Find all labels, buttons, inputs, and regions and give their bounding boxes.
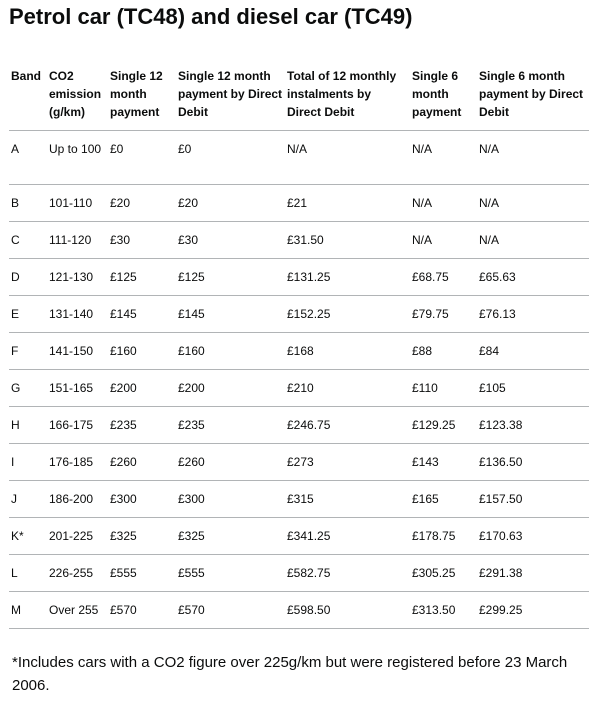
co2-cell: 121-130 bbox=[47, 258, 108, 295]
single-6-cell: N/A bbox=[410, 221, 477, 258]
total-12-cell: £341.25 bbox=[285, 517, 410, 554]
tax-rates-table bbox=[9, 62, 589, 629]
single-6-dd-cell: £65.63 bbox=[477, 258, 589, 295]
band-cell: D bbox=[9, 258, 47, 295]
total-12-cell: £210 bbox=[285, 369, 410, 406]
single-12-cell: £20 bbox=[108, 184, 176, 221]
co2-cell: 141-150 bbox=[47, 332, 108, 369]
single-6-cell: £110 bbox=[410, 369, 477, 406]
single-6-cell: £143 bbox=[410, 443, 477, 480]
single-12-cell: £555 bbox=[108, 554, 176, 591]
table-row bbox=[9, 517, 589, 554]
single-6-dd-cell: £291.38 bbox=[477, 554, 589, 591]
band-cell: F bbox=[9, 332, 47, 369]
header-single-12-month: Single 12 month payment bbox=[108, 62, 176, 130]
single-12-cell: £200 bbox=[108, 369, 176, 406]
single-12-dd-cell: £555 bbox=[176, 554, 285, 591]
table-row bbox=[9, 332, 589, 369]
co2-cell: Up to 100 bbox=[47, 130, 108, 184]
table-row bbox=[9, 554, 589, 591]
header-co2-emission: CO2 emission (g/km) bbox=[47, 62, 108, 130]
co2-cell: 111-120 bbox=[47, 221, 108, 258]
band-cell: J bbox=[9, 480, 47, 517]
table-header-row bbox=[9, 62, 589, 130]
single-6-cell: £165 bbox=[410, 480, 477, 517]
table-row bbox=[9, 221, 589, 258]
band-cell: M bbox=[9, 591, 47, 628]
single-12-cell: £125 bbox=[108, 258, 176, 295]
single-12-dd-cell: £145 bbox=[176, 295, 285, 332]
band-cell: C bbox=[9, 221, 47, 258]
single-12-cell: £235 bbox=[108, 406, 176, 443]
single-12-cell: £260 bbox=[108, 443, 176, 480]
single-12-cell: £145 bbox=[108, 295, 176, 332]
table-row bbox=[9, 480, 589, 517]
table-row bbox=[9, 591, 589, 628]
single-6-dd-cell: N/A bbox=[477, 130, 589, 184]
single-6-cell: £79.75 bbox=[410, 295, 477, 332]
total-12-cell: £152.25 bbox=[285, 295, 410, 332]
header-total-12-monthly: Total of 12 monthly instalments by Direct Debit bbox=[285, 62, 410, 130]
total-12-cell: £131.25 bbox=[285, 258, 410, 295]
single-12-dd-cell: £160 bbox=[176, 332, 285, 369]
total-12-cell: £315 bbox=[285, 480, 410, 517]
band-cell: B bbox=[9, 184, 47, 221]
band-cell: G bbox=[9, 369, 47, 406]
table-row bbox=[9, 443, 589, 480]
table-row bbox=[9, 406, 589, 443]
single-6-dd-cell: £299.25 bbox=[477, 591, 589, 628]
co2-cell: 131-140 bbox=[47, 295, 108, 332]
single-12-dd-cell: £125 bbox=[176, 258, 285, 295]
header-single-6-month-dd: Single 6 month payment by Direct Debit bbox=[477, 62, 589, 130]
total-12-cell: £21 bbox=[285, 184, 410, 221]
total-12-cell: N/A bbox=[285, 130, 410, 184]
co2-cell: 151-165 bbox=[47, 369, 108, 406]
single-6-dd-cell: £76.13 bbox=[477, 295, 589, 332]
total-12-cell: £31.50 bbox=[285, 221, 410, 258]
single-6-cell: N/A bbox=[410, 184, 477, 221]
table-row bbox=[9, 184, 589, 221]
header-single-6-month: Single 6 month payment bbox=[410, 62, 477, 130]
band-cell: H bbox=[9, 406, 47, 443]
co2-cell: 226-255 bbox=[47, 554, 108, 591]
co2-cell: 176-185 bbox=[47, 443, 108, 480]
single-6-dd-cell: £105 bbox=[477, 369, 589, 406]
table-row bbox=[9, 130, 589, 184]
footnote: *Includes cars with a CO2 figure over 225g/km but were registered before 23 March 2006. bbox=[12, 654, 568, 694]
co2-cell: Over 255 bbox=[47, 591, 108, 628]
single-12-dd-cell: £235 bbox=[176, 406, 285, 443]
single-12-cell: £325 bbox=[108, 517, 176, 554]
single-6-cell: £129.25 bbox=[410, 406, 477, 443]
single-6-dd-cell: N/A bbox=[477, 184, 589, 221]
single-12-dd-cell: £200 bbox=[176, 369, 285, 406]
total-12-cell: £273 bbox=[285, 443, 410, 480]
band-cell: K* bbox=[9, 517, 47, 554]
header-band: Band bbox=[9, 62, 47, 130]
single-6-dd-cell: £84 bbox=[477, 332, 589, 369]
single-12-cell: £570 bbox=[108, 591, 176, 628]
single-12-dd-cell: £30 bbox=[176, 221, 285, 258]
single-12-dd-cell: £260 bbox=[176, 443, 285, 480]
single-6-dd-cell: £157.50 bbox=[477, 480, 589, 517]
single-6-cell: £88 bbox=[410, 332, 477, 369]
single-6-cell: £305.25 bbox=[410, 554, 477, 591]
total-12-cell: £246.75 bbox=[285, 406, 410, 443]
single-6-dd-cell: £123.38 bbox=[477, 406, 589, 443]
single-12-dd-cell: £300 bbox=[176, 480, 285, 517]
band-cell: A bbox=[9, 130, 47, 184]
total-12-cell: £582.75 bbox=[285, 554, 410, 591]
single-12-cell: £300 bbox=[108, 480, 176, 517]
total-12-cell: £598.50 bbox=[285, 591, 410, 628]
single-6-cell: £313.50 bbox=[410, 591, 477, 628]
table-row bbox=[9, 295, 589, 332]
co2-cell: 101-110 bbox=[47, 184, 108, 221]
single-6-cell: £68.75 bbox=[410, 258, 477, 295]
single-6-dd-cell: N/A bbox=[477, 221, 589, 258]
band-cell: L bbox=[9, 554, 47, 591]
co2-cell: 186-200 bbox=[47, 480, 108, 517]
single-12-dd-cell: £570 bbox=[176, 591, 285, 628]
single-6-dd-cell: £136.50 bbox=[477, 443, 589, 480]
table-row bbox=[9, 258, 589, 295]
table-row bbox=[9, 369, 589, 406]
total-12-cell: £168 bbox=[285, 332, 410, 369]
single-6-cell: N/A bbox=[410, 130, 477, 184]
single-12-dd-cell: £0 bbox=[176, 130, 285, 184]
single-12-cell: £0 bbox=[108, 130, 176, 184]
single-6-dd-cell: £170.63 bbox=[477, 517, 589, 554]
table-body bbox=[9, 130, 589, 628]
single-12-dd-cell: £20 bbox=[176, 184, 285, 221]
band-cell: I bbox=[9, 443, 47, 480]
single-12-dd-cell: £325 bbox=[176, 517, 285, 554]
band-cell: E bbox=[9, 295, 47, 332]
co2-cell: 201-225 bbox=[47, 517, 108, 554]
page-title: Petrol car (TC48) and diesel car (TC49) bbox=[9, 4, 413, 29]
single-6-cell: £178.75 bbox=[410, 517, 477, 554]
header-single-12-month-dd: Single 12 month payment by Direct Debit bbox=[176, 62, 285, 130]
single-12-cell: £30 bbox=[108, 221, 176, 258]
single-12-cell: £160 bbox=[108, 332, 176, 369]
co2-cell: 166-175 bbox=[47, 406, 108, 443]
